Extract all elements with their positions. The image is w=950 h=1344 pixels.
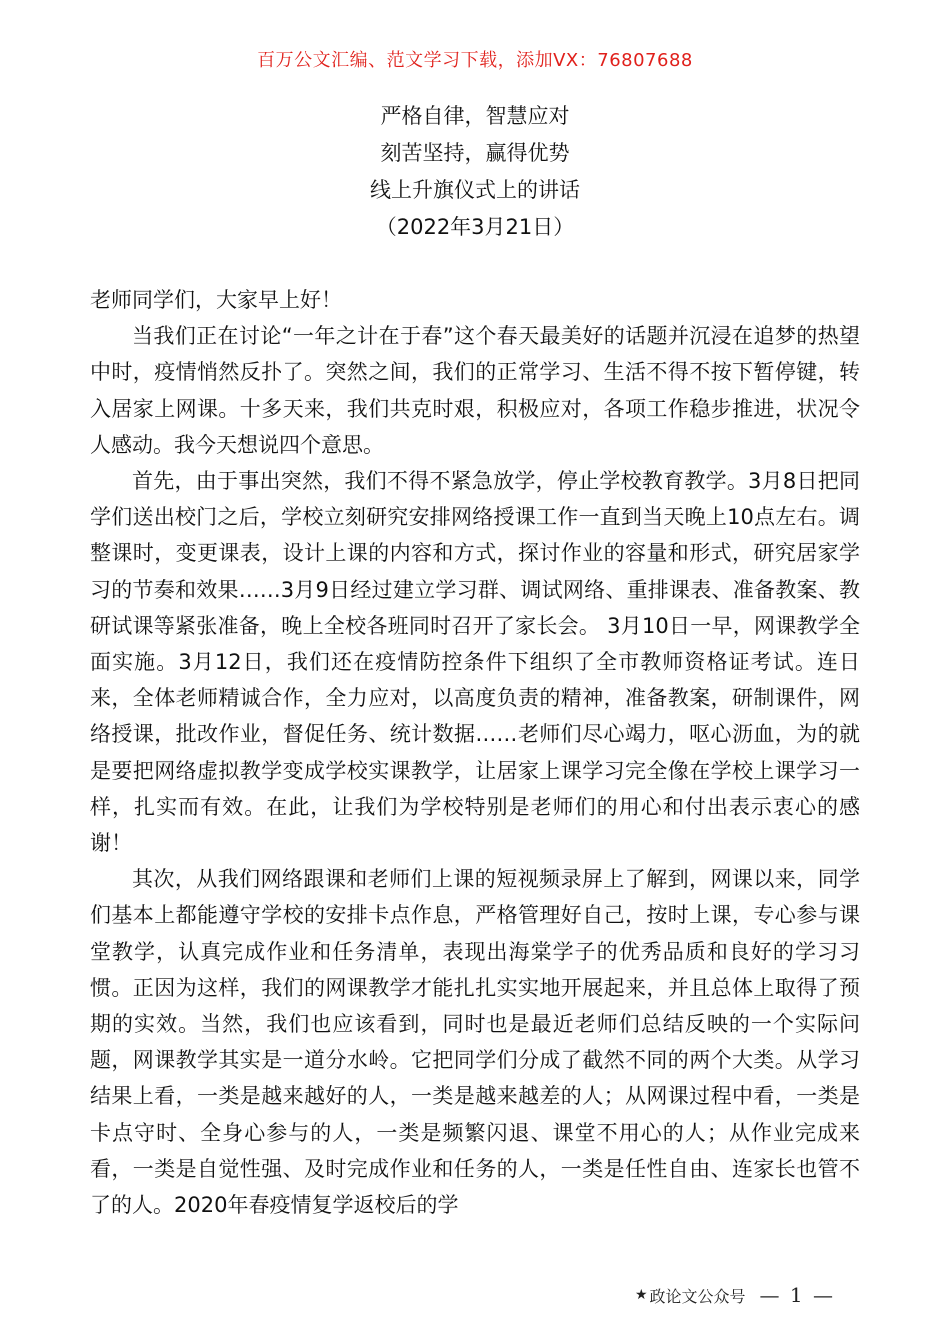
star-icon: ★ <box>634 1287 648 1303</box>
title-date: （2022年3月21日） <box>375 215 575 239</box>
paragraph-first-point: 首先，由于事出突然，我们不得不紧急放学，停止学校教育教学。3月8日把同学们送出校门之后，学校立刻研究安排网络授课工作一直到当天晚上10点左右。调整课时，变更课表，设计上课的内容和方式，探讨作业的容量和形式，研究居家学习的节奏和效果……3月9日经过建立学习群、调试网络、重排课表、准备教案、教研试课等紧张准备，晚上全校各班同时召开了家长会。 3月10日一早，网课教学全面实施。3月12日，我们还在疫情防控条件下组织了全市教师资格证考试。连日来，全体老师精诚合作，全力应对，以高度负责的精神，准备教案，研制课件，网络授课，批改作业，督促任务、统计数据……老师们尽心竭力，呕心沥血，为的就是要把网络虚拟教学变成学校实课教学，让居家上课学习完全像在学校上课学习一样，扎实而有效。在此，让我们为学校特别是老师们的用心和付出表示衷心的感谢！ <box>90 469 860 856</box>
page-footer <box>635 1283 835 1307</box>
paragraph-second-point: 其次，从我们网络跟课和老师们上课的短视频录屏上了解到，网课以来，同学们基本上都能遵守学校的安排卡点作息，严格管理好自己，按时上课，专心参与课堂教学，认真完成作业和任务清单，表现出海棠学子的优秀品质和良好的学习习惯。正因为这样，我们的网课教学才能扎扎实实地开展起来，并且总体上取得了预期的实效。当然，我们也应该看到，同时也是最近老师们总结反映的一个实际问题，网课教学其实是一道分水岭。它把同学们分成了截然不同的两个大类。从学习结果上看，一类是越来越好的人，一类是越来越差的人；从网课过程中看，一类是卡点守时、全身心参与的人，一类是频繁闪退、课堂不用心的人；从作业完成来看，一类是自觉性强、及时完成作业和任务的人，一类是任性自由、连家长也管不了的人。2020年春疫情复学返校后的学 <box>90 867 860 1218</box>
title-subtitle: 线上升旗仪式上的讲话 <box>370 178 580 202</box>
speech-body <box>90 282 860 1223</box>
paragraph-intro: 当我们正在讨论“一年之计在于春”这个春天最美好的话题并沉浸在追梦的热望中时，疫情悄然反扑了。突然之间，我们的正常学习、生活不得不按下暂停键，转入居家上网课。十多天来，我们共克时艰，积极应对，各项工作稳步推进，状况令人感动。我今天想说四个意思。 <box>90 324 860 457</box>
footer-source: 政论文公众号 <box>649 1286 746 1306</box>
greeting: 老师同学们，大家早上好！ <box>90 288 342 312</box>
title-line-1: 严格自律，智慧应对 <box>380 104 570 128</box>
title-block <box>0 98 950 246</box>
title-line-2: 刻苦坚持，赢得优势 <box>380 141 570 165</box>
page-number: — 1 — <box>759 1283 835 1307</box>
header-promo-note: 百万公文汇编、范文学习下载，添加VX：76807688 <box>257 50 693 71</box>
